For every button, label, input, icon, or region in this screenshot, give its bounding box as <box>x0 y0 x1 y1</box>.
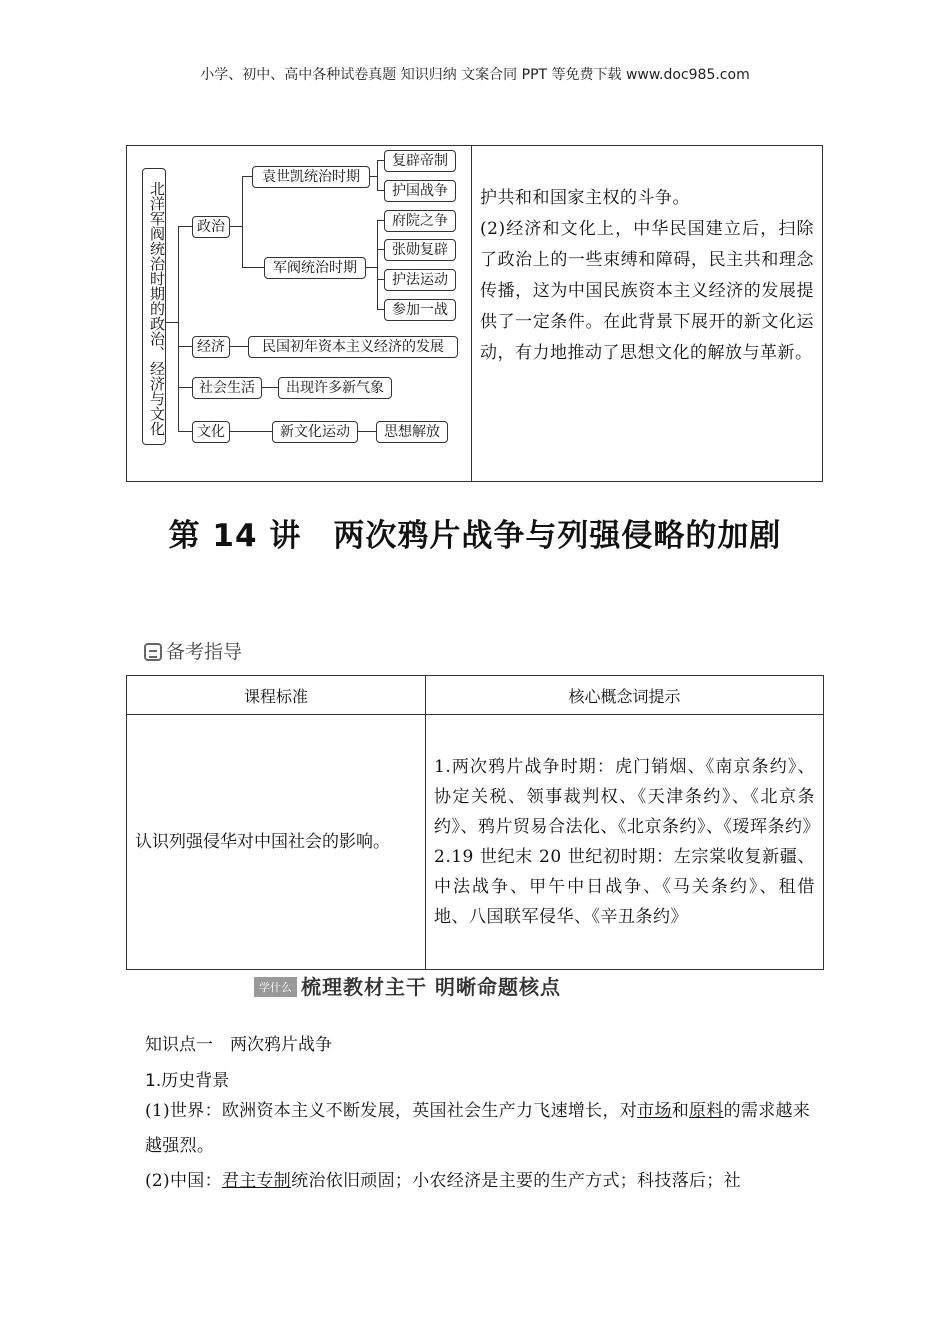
mindmap-restore-monarchy: 复辟帝制 <box>384 150 456 172</box>
lesson-title: 第 14 讲 两次鸦片战争与列强侵略的加剧 <box>168 518 782 554</box>
mindmap-politics: 政治 <box>192 216 230 238</box>
mindmap-economy-item: 民国初年资本主义经济的发展 <box>248 336 458 358</box>
mindmap-economy: 经济 <box>192 336 230 358</box>
knowledge-point-title: 知识点一 两次鸦片战争 <box>145 1035 332 1055</box>
mindmap-warlord-period: 军阀统治时期 <box>264 257 366 279</box>
mindmap-culture: 文化 <box>192 421 230 443</box>
paragraph-china: (2)中国：君主专制统治依旧顽固；小农经济是主要的生产方式；科技落后；社 <box>145 1171 741 1191</box>
page-header: 小学、初中、高中各种试卷真题 知识归纳 文案合同 PPT 等免费下载 www.doc985.com <box>200 67 750 83</box>
section-banner <box>254 971 561 999</box>
mindmap-culture-item-1: 新文化运动 <box>272 421 358 443</box>
mindmap-warlord-item-2: 张勋复辟 <box>384 239 456 261</box>
mindmap-warlord-item-4: 参加一战 <box>384 299 456 321</box>
mindmap-warlord-item-1: 府院之争 <box>384 210 456 232</box>
column-divider <box>471 146 472 481</box>
table-header: 核心概念词提示 <box>426 676 824 715</box>
curriculum-cell: 认识列强侵华对中国社会的影响。 <box>127 715 426 970</box>
mindmap-social: 社会生活 <box>192 377 262 399</box>
guide-icon <box>144 643 162 661</box>
top-right-text: 护共和和国家主权的斗争。 (2)经济和文化上，中华民国建立后，扫除了政治上的一些束缚和障碍，民主共和理念传播，这为中国民族资本主义经济的发展提供了一定条件。在此背景下展开的新文化运动，有力地推动了思想文化的解放与革新。 <box>480 188 814 363</box>
banner-text: 梳理教材主干 明晰命题核点 <box>301 975 561 999</box>
paragraph-world: (1)世界：欧洲资本主义不断发展，英国社会生产力飞速增长，对市场和原料的需求越来越强烈。 <box>145 1101 811 1156</box>
section-heading: 1.历史背景 <box>145 1071 230 1091</box>
mindmap-yuan-period: 袁世凯统治时期 <box>252 166 370 188</box>
concepts-cell: 1.两次鸦片战争时期：虎门销烟、《南京条约》、协定关税、领事裁判权、《天津条约》、《北京条约》、鸦片贸易合法化、《北京条约》、《瑷珲条约》 2.19 世纪末 20 世纪初时期：左宗棠收复新疆、中法战争、甲午中日战争、《马关条约》、租借地、八国联军侵华、《辛丑条约》 <box>426 715 824 970</box>
guide-heading: 备考指导 <box>144 637 242 664</box>
table-header: 课程标准 <box>127 676 426 715</box>
mindmap-culture-item-2: 思想解放 <box>376 421 448 443</box>
standards-table <box>126 675 824 970</box>
banner-tag: 学什么 <box>254 977 297 997</box>
mindmap-root: 北洋军阀统治时期的政治、经济与文化 <box>142 168 166 445</box>
mindmap-warlord-item-3: 护法运动 <box>384 269 456 291</box>
mindmap-protect-nation-war: 护国战争 <box>384 180 456 202</box>
mindmap-social-item: 出现许多新气象 <box>278 377 392 399</box>
